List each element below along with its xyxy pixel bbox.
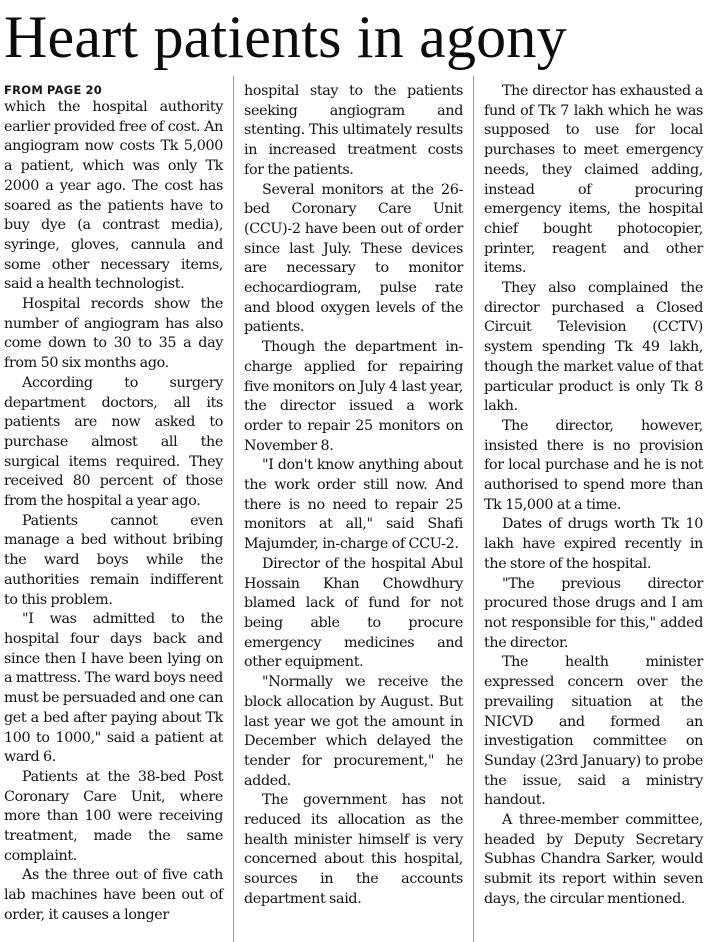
column-divider	[473, 76, 474, 942]
paragraph: hospital stay to the patients seeking angiogram and stenting. This ultimately results in increased treatment costs for the patients.	[244, 83, 463, 178]
article-column-2	[244, 82, 463, 910]
article-column-1	[4, 82, 223, 926]
paragraph: Dates of drugs worth Tk 10 lakh have expired recently in the store of the hospital.	[484, 516, 703, 572]
paragraph: Director of the hospital Abul Hossain Khan Chowdhury blamed lack of fund for not being able to procure emergency medicines and other equipment.	[244, 555, 463, 671]
paragraph: Several monitors at the 26-bed Coronary Care Unit (CCU)-2 have been out of order since last July. These devices are necessary to monitor echocardiogram, pulse rate and blood oxygen levels of the patients.	[244, 181, 463, 336]
paragraph: The director has exhausted a fund of Tk 7 lakh which he was supposed to use for local purchases to meet emergency needs, they claimed adding, instead of procuring emergency items, the hospital chief bought photocopier, printer, reagent and other items.	[484, 83, 703, 277]
paragraph: The government has not reduced its allocation as the health minister himself is very concerned about this hospital, sources in the accounts department said.	[244, 792, 463, 907]
paragraph: "The previous director procured those drugs and I am not responsible for this," added the director.	[484, 575, 703, 651]
paragraph: Hospital records show the number of angiogram has also come down to 30 to 35 a day from 50 six months ago.	[4, 296, 223, 372]
paragraph: "I was admitted to the hospital four days back and since then I have been lying on a mattress. The ward boys need must be persuaded and one can get a bed after paying about Tk 100 to 1000," said a patient at ward 6.	[4, 611, 223, 766]
paragraph: According to surgery department doctors, all its patients are now asked to purchase almost all the surgical items required. They received 80 percent of those from the hospital a year ago.	[4, 374, 223, 510]
continued-from-label: FROM PAGE 20	[4, 83, 103, 97]
paragraph: A three-member committee, headed by Deputy Secretary Subhas Chandra Sarker, would submit its report within seven days, the circular mentioned.	[484, 812, 703, 907]
paragraph: Patients at the 38-bed Post Coronary Care Unit, where more than 100 were receiving treatment, made the same complaint.	[4, 768, 223, 864]
paragraph: The director, however, insisted there is no provision for local purchase and he is not authorised to spend more than Tk 15,000 at a time.	[484, 417, 703, 513]
paragraph: "I don't know anything about the work order still now. And there is no need to repair 25 monitors at all," said Shafi Majumder, in-charge of CCU-2.	[244, 457, 463, 553]
headline: Heart patients in agony	[4, 4, 567, 70]
paragraph: They also complained the director purchased a Closed Circuit Television (CCTV) system spending Tk 49 lakh, though the market value of that particular product is only Tk 8 lakh.	[484, 280, 703, 415]
paragraph: Though the department in-charge applied for repairing five monitors on July 4 last year, the director issued a work order to repair 25 monitors on November 8.	[244, 339, 463, 454]
paragraph: The health minister expressed concern over the prevailing situation at the NICVD and formed an investigation committee on Sunday (23rd January) to probe the issue, said a ministry handout.	[484, 654, 703, 809]
paragraph: "Normally we receive the block allocation by August. But last year we got the amount in December which delayed the tender for procurement," he added.	[244, 674, 463, 789]
paragraph: which the hospital authority earlier provided free of cost. An angiogram now costs Tk 5,000 a patient, which was only Tk 2000 a year ago. The cost has soared as the patients have to buy dye (a contrast media), syringe, gloves, cannula and some other necessary items, said a health technologist.	[4, 99, 223, 293]
article-column-3	[484, 82, 703, 910]
paragraph: As the three out of five cath lab machines have been out of order, it causes a longer	[4, 867, 223, 923]
paragraph: Patients cannot even manage a bed without bribing the ward boys while the authorities remain indifferent to this problem.	[4, 512, 223, 608]
column-divider	[233, 76, 234, 942]
